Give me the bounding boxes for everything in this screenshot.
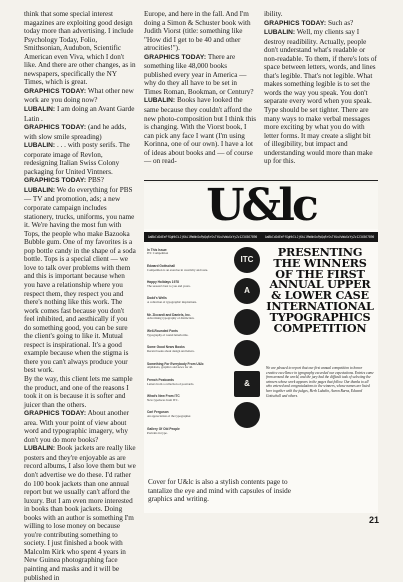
emblem-label: ITC <box>240 255 254 264</box>
toc-heading: Happy Holidays 1978 <box>147 280 179 285</box>
paragraph-text: What other new work are you doing now? <box>24 86 134 105</box>
interview-paragraph <box>24 186 136 375</box>
paragraph-text: About another area. With your point of view about word and typographic imagery, why don't you do more books? <box>24 409 129 444</box>
emblem-label: & <box>244 379 250 388</box>
toc-blurb: A collection of typographic inspirations. <box>147 301 197 305</box>
speaker-lubalin: LUBALIN: <box>24 106 56 114</box>
speaker-lubalin: LUBALIN: <box>24 445 56 453</box>
cover-logo: U&lc <box>206 183 316 231</box>
speaker-interviewer: GRAPHICS TODAY: <box>24 124 87 132</box>
cover-emblem-icon <box>234 340 260 366</box>
paragraph-text: Books have looked the same because they couldn't afford the new photo-composition but I think this is changing. With the Viorst book, I can pick any face I want (I'm using Korinna, one of our own). I have a lot of ideas about books and — of course — on read- <box>144 96 256 166</box>
cover-icons <box>230 247 264 433</box>
page-number: 21 <box>369 515 380 525</box>
toc-blurb: Typography of round letterforms. <box>147 333 189 337</box>
interview-paragraph <box>24 105 136 123</box>
toc-heading: Dodd's Wells <box>147 296 167 301</box>
cover-caption: Cover for U&lc is also a stylish contents page to tantalize the eye and mind with capsules of inside graphics and writing. <box>148 478 291 504</box>
ulc-cover <box>144 183 378 513</box>
paragraph-text: I am doing an Avant Garde Latin . <box>24 105 135 123</box>
paragraph-text: . . . with posty serifs. The corporate image of Revlon, redesigning Italian Swiss Colony packaging for United Vintners. <box>24 141 130 176</box>
toc-blurb: New typefaces from ITC. <box>147 398 179 402</box>
paragraph-text: ibility. <box>264 10 283 18</box>
interview-paragraph <box>144 10 256 53</box>
cover-headline: PRESENTING THE WINNERS OF THE FIRST ANNUAL UPPER & LOWER CASE INTERNATIONAL TYPOGRAPHICS COMPETITION <box>266 245 374 335</box>
toc-heading: What's New From ITC <box>147 394 180 399</box>
paragraph-text: Book jackets are really like posters and they're enjoyable as are record albums, I also love them but we don't advertise we do these. I'd rather do 100 book jackets than one annual report but we usually can't afford the luxury. But I am even more interested in books than book jackets. Doing books with an author is something I'm willing to lose money on because you're contributing something to society. I just finished a book with Malcolm Kirk who spent 4 years in New Guinea photographing face painting and masks and it will be published in <box>24 444 136 582</box>
toc-heading: Well-Rounded Fonts <box>147 328 178 333</box>
interview-paragraph <box>24 176 136 186</box>
cover-emblem-icon <box>234 309 260 335</box>
paragraph-text: There are something like 48,000 books published every year in America — why do they all have to be set in Times Roman, Bookman, or Century? <box>144 52 254 96</box>
cover-intro-text: We are pleased to report that our first annual competition to honor creative excellence in typography exceeded our expectations. Entries came from around the world, and the jury had the difficult task of selecting the winners whose work appears in the pages that follow. Our thanks to all who entered and congratulations to the winners, whose names are listed here together with the judges, Herb Lubalin, Aaron Burns, Edward Gottschall and others. <box>266 366 374 398</box>
toc-blurb: The season's best to you and yours. <box>147 284 191 288</box>
cover-emblem-icon <box>234 278 260 304</box>
interview-paragraph <box>24 87 136 105</box>
cover-emblem-icon <box>234 371 260 397</box>
speaker-lubalin: LUBALIN: <box>24 142 56 150</box>
interview-paragraph <box>264 10 378 19</box>
paragraph-text: We do everything for PBS — TV and promotion, ads; a new corporate campaign includes stationery, trucks, uniforms, you name it. We're having the most fun with Tops, the people who make Bazooka Bubble gum. One of my favorites is a pop bottle candy in the shape of a soda bottle. Tops is a special client — we love to talk over problems with them and this is important because when you have a relationship where you respect them, they respect you and there's nothing like this work. The work comes fast because you don't feel inhibited, and aesthically if you do something good, you can be sure the client's going to like it. Mutual respect is inspirational. It's a good example because when the stigma is there you can't always produce your best work. <box>24 185 136 375</box>
speaker-interviewer: GRAPHICS TODAY: <box>24 410 87 418</box>
toc-blurb: Portraits in type. <box>147 431 168 435</box>
paragraph-text: Europe, and here in the fall. And I'm doing a Simon & Schuster book with Judith Viorst (title: something like "How did I get to be 40 and other atrocities!"). <box>144 10 251 53</box>
speaker-interviewer: GRAPHICS TODAY: <box>264 19 327 27</box>
toc-heading: Gallery Of Old People <box>147 426 180 431</box>
interview-paragraph <box>264 19 378 29</box>
toc-blurb: Letters from a collection of postcards. <box>147 382 195 386</box>
toc-heading: Some Good News Books <box>147 345 185 350</box>
speaker-lubalin: LUBALIN: <box>264 29 296 37</box>
speaker-interviewer: GRAPHICS TODAY: <box>24 87 87 95</box>
paragraph-text: By the way, this client lets me sample the product, and one of the reasons I took it on is because it is softer and juicer than the others. <box>24 374 133 409</box>
interview-paragraph <box>24 375 136 409</box>
cover-top-rule <box>144 180 378 181</box>
toc-blurb: An appreciation of the typographer. <box>147 415 192 419</box>
toc-blurb: Competition is an exercise in creativity and taste. <box>147 268 208 272</box>
toc-heading: Edward Gottschall <box>147 263 175 268</box>
interview-paragraph <box>24 123 136 141</box>
toc-blurb: Alphabets, graphics and news for all. <box>147 366 193 370</box>
toc-heading: French Postcards <box>147 377 174 382</box>
cover-contents <box>147 247 225 443</box>
interview-paragraph <box>24 444 136 582</box>
speaker-lubalin: LUBALIN: <box>24 186 56 194</box>
interview-paragraph <box>24 409 136 444</box>
column-right <box>264 10 378 166</box>
column-left <box>24 10 136 582</box>
cover-emblem-icon <box>234 247 260 273</box>
toc-blurb: ITC Competition <box>147 252 169 256</box>
toc-blurb: Advertising typography of distinction. <box>147 317 195 321</box>
speaker-lubalin: LUBALIN: <box>144 97 176 105</box>
toc-heading: In This Issue: <box>147 247 168 252</box>
alphabet-right: AaBbCcDdEeFfGgHhIiJjKkLlMmNnOoPpQqRrSsTtUuVvWwXxYyZz1234567890 <box>264 235 375 239</box>
toc-blurb: Recent books about design and letters. <box>147 350 195 354</box>
cover-alphabet-strip <box>144 232 378 242</box>
paragraph-text: think that some special interest magazines are exploiting good design today more than advertising. I include Psychology Today, Folio, Smithsonian, Audubon, Scientific American even Viva, which I don't like. And there are other changes, as in newspapers, specifically the NY Times, which is great. <box>24 10 136 87</box>
toc-heading: Carl Ferguson <box>147 410 169 415</box>
interview-paragraph <box>24 10 136 87</box>
cover-emblem-icon <box>234 402 260 428</box>
toc-heading: Mr. Ziccardi and Daniels, Inc. <box>147 312 191 317</box>
alphabet-left: AaBbCcDdEeFfGgHhIiJjKkLlMmNnOoPpQqRrSsTtUuVvWwXxYyZz1234567890 <box>147 235 258 239</box>
paragraph-text: (and he adds, with slow smile spreading) <box>24 123 127 141</box>
paragraph-text: Well, my clients say I destroy readibility. Actually, people don't understand what's readable or non-readable. To them, if there's lots of space between letters, words, and lines that's legible. That's not legible. What makes something legible is to set the words the way you speak. You don't separate every word when you speak. Type should be set tighter. There are many ways to make verbal messages more exciting by what you do with letter forms. It may create a slight bit of illegibility, but impact and understanding would more than make up for this. <box>264 28 377 166</box>
speaker-interviewer: GRAPHICS TODAY: <box>24 177 87 185</box>
emblem-label: A <box>244 286 250 295</box>
paragraph-text: Such as? <box>326 18 354 27</box>
interview-paragraph <box>144 53 256 97</box>
interview-paragraph <box>24 141 136 176</box>
interview-paragraph <box>144 96 256 165</box>
toc-heading: Something For Everybody From U&lc <box>147 361 204 366</box>
interview-paragraph <box>264 28 378 166</box>
speaker-interviewer: GRAPHICS TODAY: <box>144 53 207 61</box>
column-middle <box>144 10 256 166</box>
paragraph-text: PBS? <box>86 176 104 185</box>
cover-banner <box>144 183 378 229</box>
